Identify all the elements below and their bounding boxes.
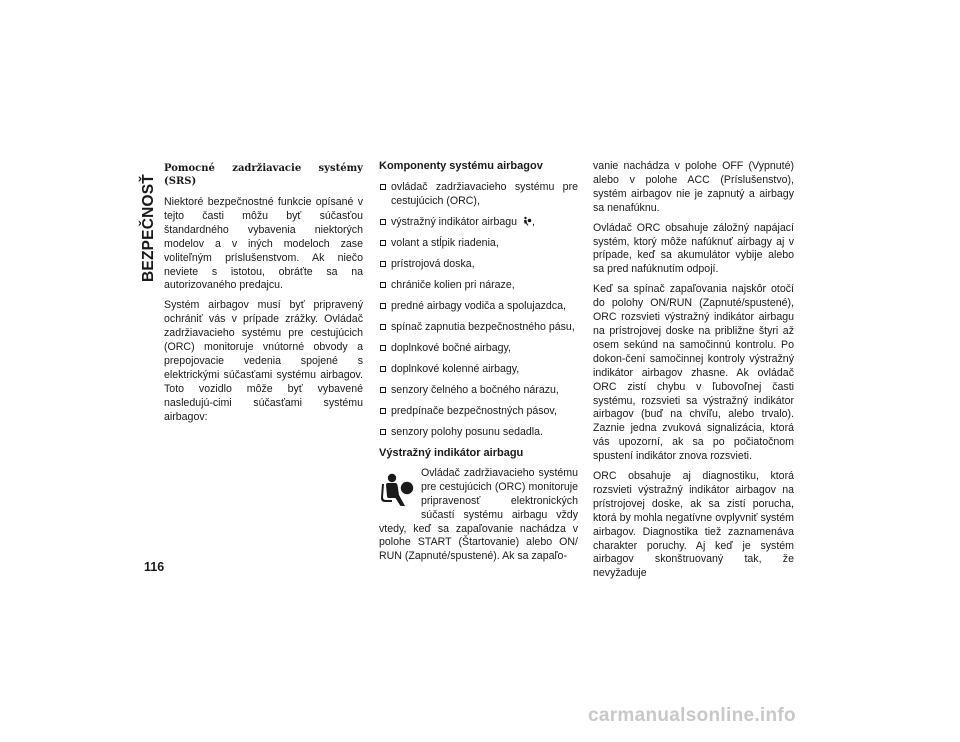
checkbox-bullet-icon — [380, 324, 386, 330]
column-2 — [379, 160, 578, 570]
list-item: senzory polohy posunu sedadla. — [379, 426, 578, 440]
checkbox-bullet-icon — [380, 345, 386, 351]
paragraph: ORC obsahuje aj diagnostiku, ktorá rozsvieti výstražný indikátor airbagov na prístrojovej doske, ak sa zistí porucha, ktorá by mohla negatívne ovplyvniť systém airbagov. Diagnostika tiež zaznamenáva charakter poruchy. Aj keď je systém airbagov skonštruovaný tak, že nevyžaduje — [593, 470, 794, 580]
checkbox-bullet-icon — [380, 261, 386, 267]
column-3 — [593, 160, 794, 587]
airbag-warning-icon — [379, 471, 415, 513]
indicator-heading: Výstražný indikátor airbagu — [379, 446, 524, 459]
section-tab — [134, 169, 164, 287]
components-heading: Komponenty systému airbagov — [379, 160, 543, 172]
checkbox-bullet-icon — [380, 219, 386, 225]
list-item: spínač zapnutia bezpečnostného pásu, — [379, 321, 578, 335]
list-item: volant a stĺpik riadenia, — [379, 237, 578, 251]
checkbox-bullet-icon — [380, 184, 386, 190]
checkbox-bullet-icon — [380, 429, 386, 435]
list-item: prístrojová doska, — [379, 258, 578, 272]
paragraph: Keď sa spínač zapaľovania najskôr otočí do polohy ON/RUN (Zapnuté/spustené), ORC rozsvieti výstražný indikátor airbagu na prístrojovej doske na približne štyri až osem sekúnd na samočinnú kontrolu. Po dokon-čení samočinnej kontroly výstražný indikátor airbagov zhasne. Ak ovládač ORC zistí chybu v ľubovoľnej časti systému, rozsvieti sa výstražný indikátor airbagov (buď na chvíľu, alebo trvalo). Zaznie jedna zvuková signalizácia, ktorá vás upozorní, ak sa po počiatočnom spustení indikátor znova rozsvieti. — [593, 283, 794, 463]
paragraph: Niektoré bezpečnostné funkcie opísané v tejto časti môžu byť súčasťou štandardného vybavenia niektorých modelov a v iných modeloch zase voliteľným príslušenstvom. Ak niečo neviete s istotou, obráťte sa na autorizovaného predajcu. — [164, 196, 363, 292]
paragraph: Systém airbagov musí byť pripravený ochrániť vás v prípade zrážky. Ovládač zadržiavacieho systému pre cestujúcich (ORC) monitoruje vnútorné obvody a prepojovacie vedenia spojené s elektrickými súčasťami systému airbagov. Toto vozidlo môže byť vybavené nasledujú-cimi súčasťami systému airbagov: — [164, 299, 363, 423]
list-item: výstražný indikátor airbagu , — [379, 216, 578, 230]
column-1 — [164, 160, 363, 431]
list-item: doplnkové kolenné airbagy, — [379, 363, 578, 377]
list-item: predpínače bezpečnostných pásov, — [379, 405, 578, 419]
paragraph: Ovládač ORC obsahuje záložný napájací systém, ktorý môže nafúknuť airbagy aj v prípade, keď sa akumulátor vybije alebo sa pred nafúknutím odpojí. — [593, 221, 794, 276]
checkbox-bullet-icon — [380, 366, 386, 372]
paragraph: vanie nachádza v polohe OFF (Vypnuté) alebo v polohe ACC (Príslušenstvo), systém airbagov nie je zapnutý a airbagy sa nenafúknu. — [593, 160, 794, 214]
section-tab-label: BEZPEČNOSŤ — [140, 174, 157, 282]
components-list — [379, 181, 578, 440]
checkbox-bullet-icon — [380, 303, 386, 309]
list-item: predné airbagy vodiča a spolujazdca, — [379, 300, 578, 314]
list-item: doplnkové bočné airbagy, — [379, 342, 578, 356]
list-item: ovládač zadržiavacieho systému pre cestujúcich (ORC), — [379, 181, 578, 209]
indicator-block — [379, 467, 578, 564]
checkbox-bullet-icon — [380, 282, 386, 288]
indicator-paragraph: Ovládač zadržiavacieho systému pre cestujúcich (ORC) monitoruje pripravenosť elektronických súčastí systému airbagu vždy vtedy, keď sa zapaľovanie nachádza v polohe START (Štartovanie) alebo ON/ RUN (Zapnuté/spustené). Ak sa zapaľo- — [379, 466, 578, 563]
checkbox-bullet-icon — [380, 240, 386, 246]
airbag-icon — [522, 216, 532, 226]
watermark: carmanualsonline.info — [588, 705, 796, 726]
list-item: chrániče kolien pri náraze, — [379, 279, 578, 293]
page-number: 116 — [144, 560, 165, 574]
srs-heading: Pomocné zadržiavacie systémy (SRS) — [164, 163, 363, 187]
checkbox-bullet-icon — [380, 387, 386, 393]
list-item: senzory čelného a bočného nárazu, — [379, 384, 578, 398]
checkbox-bullet-icon — [380, 408, 386, 414]
